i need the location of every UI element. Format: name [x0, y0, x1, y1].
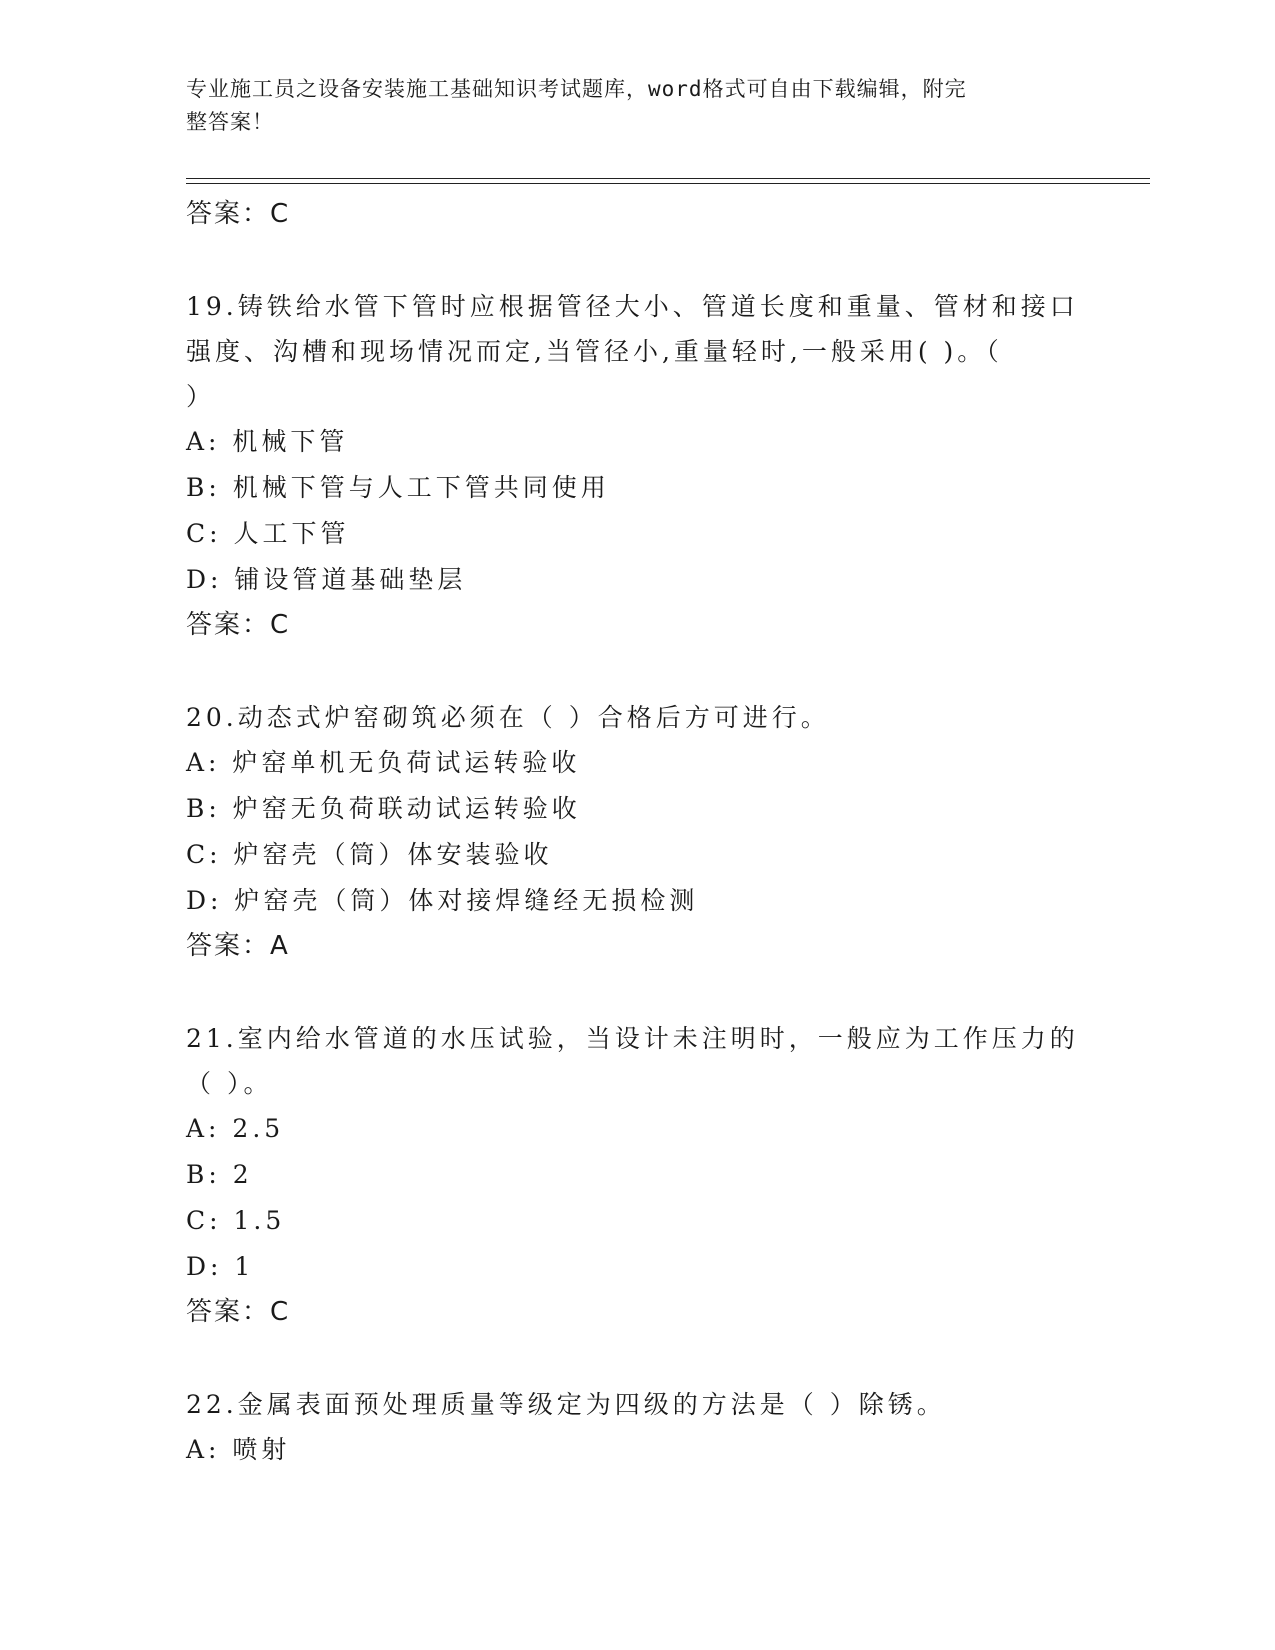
question-text: 20.动态式炉窑砌筑必须在（ ）合格后方可进行。	[186, 703, 830, 732]
question-text: （ ）。	[186, 1069, 273, 1098]
option-c: C: 炉窑壳（筒）体安装验收	[186, 840, 553, 869]
option-c: C: 1.5	[186, 1206, 286, 1235]
header-divider-top	[186, 178, 1150, 179]
header-line-2: 整答案！	[186, 110, 274, 134]
question-list	[186, 192, 1086, 1473]
option-b: B: 2	[186, 1160, 253, 1189]
option-d: D: 1	[186, 1252, 255, 1281]
option-b: B: 炉窑无负荷联动试运转验收	[186, 794, 581, 823]
option-a: A: 机械下管	[186, 427, 349, 456]
option-a: A: 炉窑单机无负荷试运转验收	[186, 748, 581, 777]
option-a: A: 2.5	[186, 1114, 285, 1143]
option-a: A: 喷射	[186, 1435, 291, 1464]
question-19	[186, 284, 1086, 647]
question-22	[186, 1382, 1086, 1473]
question-text: 21.室内给水管道的水压试验，当设计未注明时，一般应为工作压力的	[186, 1024, 1079, 1053]
answer-line: 答案：C	[186, 199, 291, 229]
question-20	[186, 695, 1086, 968]
question-text: 强度、沟槽和现场情况而定,当管径小,重量轻时,一般采用( )。（	[186, 337, 1003, 366]
answer-line: 答案：C	[186, 610, 291, 640]
spacer	[186, 236, 1086, 284]
header-divider-bottom	[186, 183, 1150, 184]
question-21	[186, 1016, 1086, 1334]
option-d: D: 炉窑壳（筒）体对接焊缝经无损检测	[186, 886, 699, 915]
option-d: D: 铺设管道基础垫层	[186, 565, 467, 594]
document-header	[186, 73, 1066, 139]
spacer	[186, 1334, 1086, 1382]
spacer	[186, 968, 1086, 1016]
question-text: 22.金属表面预处理质量等级定为四级的方法是（ ）除锈。	[186, 1390, 946, 1419]
option-c: C: 人工下管	[186, 519, 350, 548]
header-line-1: 专业施工员之设备安装施工基础知识考试题库，word格式可自由下载编辑，附完	[186, 77, 967, 101]
answer-line: 答案：A	[186, 931, 290, 961]
option-b: B: 机械下管与人工下管共同使用	[186, 473, 610, 502]
answer-line: 答案：C	[186, 1297, 291, 1327]
question-text: ）	[186, 382, 216, 411]
spacer	[186, 647, 1086, 695]
question-text: 19.铸铁给水管下管时应根据管径大小、管道长度和重量、管材和接口	[186, 292, 1079, 321]
